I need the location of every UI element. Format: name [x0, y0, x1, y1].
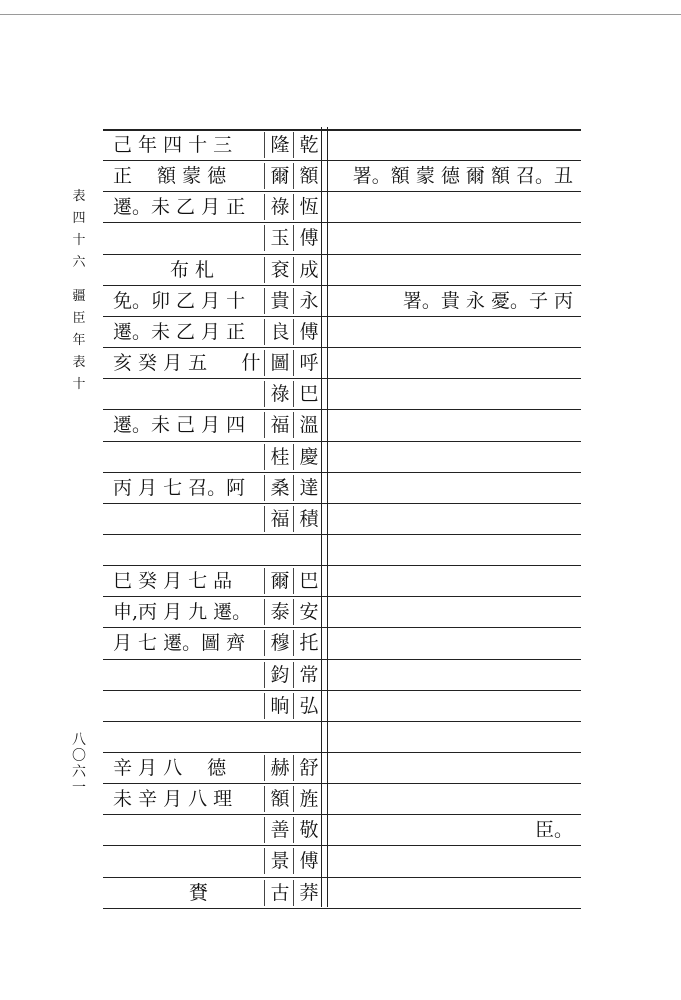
table-row	[103, 753, 581, 781]
right-column-text	[335, 537, 573, 563]
table-row	[103, 504, 581, 532]
official-name-char: 額	[264, 786, 295, 812]
table-row	[103, 223, 581, 251]
margin-table-title	[70, 290, 88, 400]
table-row	[103, 535, 581, 563]
row-date-text: 免。卯 乙 月 十	[113, 289, 246, 312]
page-number	[70, 733, 88, 797]
table-row	[103, 317, 581, 345]
official-name-char: 良	[264, 319, 295, 345]
official-name-char: 桂	[264, 444, 295, 470]
official-name-char: 赫	[264, 755, 295, 781]
official-name-char: 隆	[264, 132, 295, 158]
official-name-char: 呼	[293, 350, 324, 376]
right-column-text	[335, 225, 573, 251]
official-name-char: 鈞	[264, 662, 295, 688]
official-name-char: 福	[264, 412, 295, 438]
official-name-char: 舒	[293, 755, 324, 781]
table-row	[103, 628, 581, 656]
official-name-char: 乾	[293, 132, 324, 158]
right-column-text	[335, 599, 573, 625]
right-column-text: 臣。	[534, 819, 573, 842]
right-column-text	[335, 568, 573, 594]
official-name-char: 安	[293, 599, 324, 625]
table-bottom-rule	[103, 908, 581, 909]
page-number-char: 一	[72, 780, 86, 796]
right-column-text	[335, 412, 573, 438]
margin-char: 表	[72, 189, 86, 204]
row-date-text: 亥 癸 月 五	[113, 352, 208, 375]
page-number-char: 六	[72, 764, 86, 780]
right-column-text	[335, 630, 573, 656]
official-name-char: 祿	[264, 194, 295, 220]
official-name-char: 恆	[293, 194, 324, 220]
margin-char: 十	[72, 233, 86, 248]
official-name-char: 成	[293, 257, 324, 283]
right-column-text: 署。額 蒙 德 爾 額 召。丑	[352, 165, 573, 188]
official-name-char: 桑	[264, 475, 295, 501]
margin-char: 疆	[72, 289, 86, 304]
official-name-char: 祿	[264, 381, 295, 407]
top-border	[0, 14, 681, 15]
table-row	[103, 846, 581, 874]
official-name-char: 貴	[264, 288, 295, 314]
official-name-char: 晌	[264, 693, 295, 719]
row-date-text: 申,丙 月 九 遷。	[113, 601, 252, 624]
row-date-text: 己 年 四 十 三	[113, 134, 233, 156]
table-row	[103, 473, 581, 501]
official-name-char	[293, 537, 323, 563]
official-name-char: 額	[293, 163, 324, 189]
table-row	[103, 722, 581, 750]
row-date-text: 月 七 遷。圖 齊	[113, 632, 246, 655]
table-row	[103, 192, 581, 220]
margin-char: 表	[72, 355, 86, 370]
table-row	[103, 784, 581, 812]
right-column-text	[335, 755, 573, 781]
official-name-char: 玉	[264, 225, 295, 251]
row-date-text: 賚	[113, 881, 209, 904]
official-name-char: 弘	[293, 693, 324, 719]
page-number-char: 〇	[72, 748, 86, 764]
margin-char: 六	[72, 255, 86, 270]
page-number-char: 八	[72, 732, 86, 748]
margin-char: 年	[72, 333, 86, 348]
right-column-text	[335, 132, 573, 158]
right-column-text	[335, 693, 573, 719]
official-name-char: 莽	[293, 880, 324, 906]
official-name-char: 傅	[293, 848, 324, 874]
official-name-char: 泰	[264, 599, 295, 625]
table-row	[103, 566, 581, 594]
table-row	[103, 691, 581, 719]
margin-char: 四	[72, 211, 86, 226]
table-row	[103, 348, 581, 376]
margin-char: 臣	[72, 311, 86, 326]
official-name-char: 巴	[293, 381, 324, 407]
row-date-text: 遷。未 己 月 四	[113, 414, 246, 437]
official-name-char: 積	[293, 506, 324, 532]
right-column-text	[335, 786, 573, 812]
table-row	[103, 410, 581, 438]
right-column-text	[335, 880, 573, 906]
right-column-text	[335, 506, 573, 532]
official-name-char: 善	[264, 817, 295, 843]
official-name-char: 托	[293, 630, 324, 656]
official-name-char: 景	[264, 848, 295, 874]
official-name-char	[293, 724, 323, 750]
official-name-char	[264, 537, 294, 563]
table-row	[103, 255, 581, 283]
right-column-text	[335, 444, 573, 470]
row-date-text: 布 札	[113, 258, 215, 281]
official-name-char: 古	[264, 880, 295, 906]
table-row	[103, 878, 581, 906]
table-row	[103, 442, 581, 470]
official-name-char: 慶	[293, 444, 324, 470]
row-date-text: 丙 月 七 召。阿	[113, 476, 246, 499]
right-column-text: 署。貴 永 憂。子 丙	[402, 289, 573, 312]
row-date-text: 未 辛 月 八 理	[113, 788, 233, 811]
table-row	[103, 379, 581, 407]
right-column-text	[335, 257, 573, 283]
table-row	[103, 286, 581, 314]
official-name-char	[264, 724, 294, 750]
official-name-char: 傅	[293, 225, 324, 251]
official-name-char: 爾	[264, 163, 295, 189]
right-column-text	[335, 319, 573, 345]
margin-char: 十	[72, 377, 86, 392]
right-column-text	[335, 662, 573, 688]
right-column-text	[335, 350, 573, 376]
right-column-text	[335, 381, 573, 407]
official-name-char: 穆	[264, 630, 295, 656]
row-date-text: 巳 癸 月 七 品	[113, 570, 233, 593]
official-name-char: 溫	[293, 412, 324, 438]
table-row	[103, 597, 581, 625]
official-name-char: 常	[293, 662, 324, 688]
row-extra-char: 什	[241, 352, 261, 375]
official-name-char: 袞	[264, 257, 295, 283]
official-name-char: 爾	[264, 568, 295, 594]
table-row	[103, 130, 581, 158]
row-date-text: 遷。未 乙 月 正	[113, 320, 246, 343]
row-date-text: 遷。未 乙 月 正	[113, 196, 246, 219]
official-name-char: 敬	[293, 817, 324, 843]
official-name-char: 巴	[293, 568, 324, 594]
row-date-text: 辛 月 八 德	[113, 757, 227, 779]
table-row	[103, 815, 581, 843]
official-name-char: 旌	[293, 786, 324, 812]
right-column-text	[335, 848, 573, 874]
official-name-char: 圖	[264, 350, 295, 376]
table-row	[103, 660, 581, 688]
official-name-char: 傅	[293, 319, 324, 345]
right-column-text	[335, 194, 573, 220]
table-row	[103, 161, 581, 189]
official-name-char: 福	[264, 506, 295, 532]
right-column-text	[335, 724, 573, 750]
right-column-text	[335, 475, 573, 501]
row-date-text: 正 額 蒙 德	[113, 165, 227, 188]
official-name-char: 達	[293, 475, 324, 501]
official-name-char: 永	[293, 288, 324, 314]
margin-table-label	[70, 190, 88, 278]
